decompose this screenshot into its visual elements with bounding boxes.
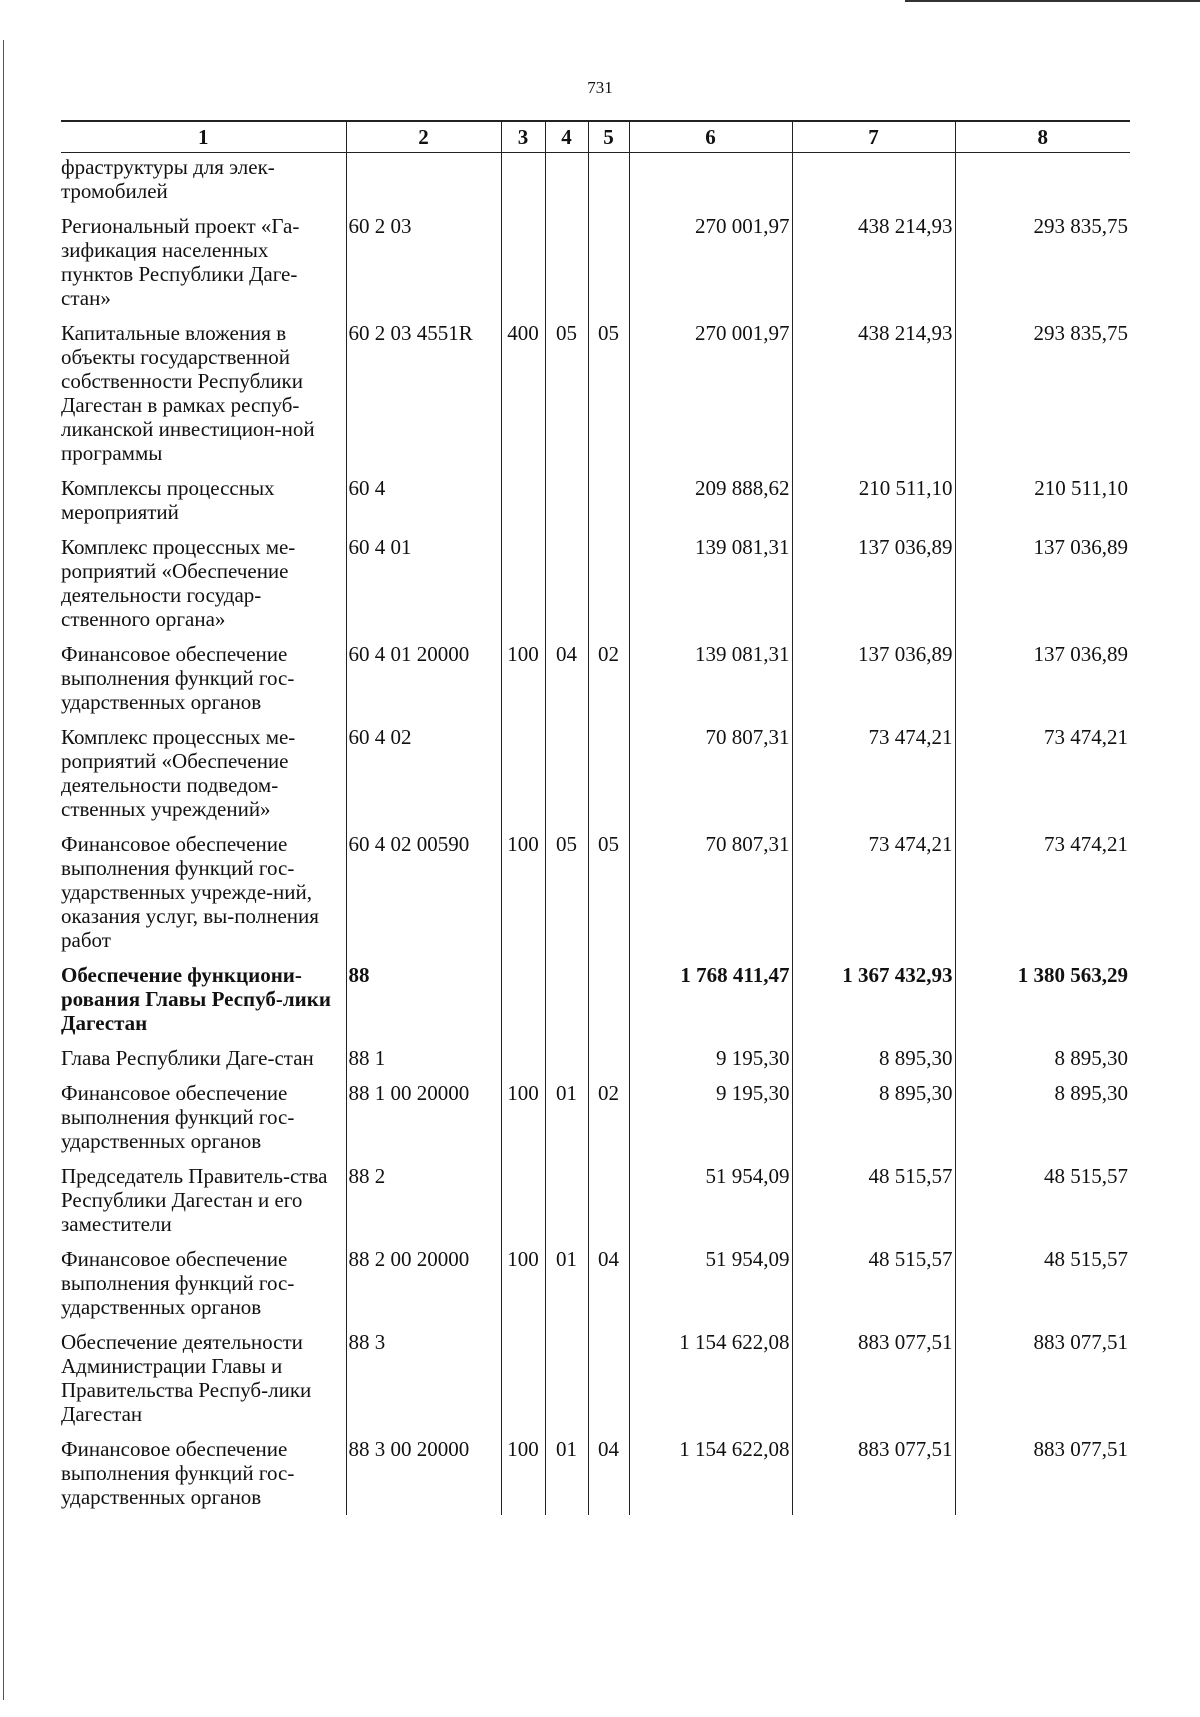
row-value8-cell: 210 511,10 (955, 469, 1130, 528)
header-cell-1: 1 (61, 121, 346, 153)
row-code-cell: 60 4 (346, 469, 501, 528)
row-name-cell: Финансовое обеспечение выполнения функций гос-ударственных органов (61, 642, 295, 714)
header-cell-5: 5 (588, 121, 629, 153)
row-value7-cell: 137 036,89 (792, 635, 955, 718)
row-col5-cell (588, 1157, 629, 1240)
header-cell-4: 4 (545, 121, 588, 153)
row-name-cell: фраструктуры для элек-тромобилей (61, 155, 275, 203)
table-row (61, 956, 1130, 1039)
row-col4-cell: 05 (545, 825, 588, 956)
row-code-cell: 88 1 (346, 1039, 501, 1074)
header-cell-6: 6 (629, 121, 792, 153)
row-value7-cell: 438 214,93 (792, 207, 955, 314)
row-value7-cell: 1 367 432,93 (792, 956, 955, 1039)
row-value8-cell: 293 835,75 (955, 207, 1130, 314)
row-value7-cell: 137 036,89 (792, 528, 955, 635)
table-row (61, 1240, 1130, 1323)
row-name-cell: Финансовое обеспечение выполнения функций гос-ударственных органов (61, 1437, 295, 1509)
row-col4-cell: 04 (545, 635, 588, 718)
row-value6-cell: 1 154 622,08 (629, 1323, 792, 1430)
row-name-cell: Комплекс процессных ме-роприятий «Обеспечение деятельности государ-ственного органа» (61, 535, 296, 631)
row-col4-cell (545, 1323, 588, 1430)
row-col4-cell (545, 153, 588, 208)
row-value6-cell: 209 888,62 (629, 469, 792, 528)
table-row (61, 153, 1130, 208)
row-col5-cell (588, 153, 629, 208)
row-col5-cell: 02 (588, 635, 629, 718)
table-row (61, 528, 1130, 635)
row-col3-cell (501, 1323, 545, 1430)
row-value8-cell: 883 077,51 (955, 1430, 1130, 1515)
row-value7-cell: 73 474,21 (792, 718, 955, 825)
row-code-cell: 88 1 00 20000 (346, 1074, 501, 1157)
row-code-cell: 60 2 03 (346, 207, 501, 314)
row-code-cell: 60 4 02 (346, 718, 501, 825)
row-name-cell: Финансовое обеспечение выполнения функций гос-ударственных органов (61, 1081, 295, 1153)
row-value6-cell: 139 081,31 (629, 635, 792, 718)
header-cell-7: 7 (792, 121, 955, 153)
row-col3-cell: 100 (501, 1240, 545, 1323)
table-row (61, 825, 1130, 956)
row-col3-cell (501, 1157, 545, 1240)
row-col5-cell (588, 956, 629, 1039)
table-row (61, 1323, 1130, 1430)
row-value7-cell: 48 515,57 (792, 1240, 955, 1323)
header-row (61, 121, 1130, 153)
table-row (61, 1039, 1130, 1074)
table-row (61, 1157, 1130, 1240)
budget-table (61, 120, 1130, 1515)
row-col5-cell (588, 718, 629, 825)
row-value6-cell: 9 195,30 (629, 1039, 792, 1074)
row-col4-cell: 01 (545, 1074, 588, 1157)
row-col3-cell: 100 (501, 1430, 545, 1515)
row-name-cell: Капитальные вложения в объекты государственной собственности Республики Дагестан в рамках респуб-ликанской инвестицион-ной программы (61, 321, 315, 465)
row-value7-cell: 48 515,57 (792, 1157, 955, 1240)
row-col5-cell: 05 (588, 825, 629, 956)
row-value8-cell: 1 380 563,29 (955, 956, 1130, 1039)
row-name-cell: Обеспечение функциони-рования Главы Респуб-лики Дагестан (61, 963, 331, 1035)
row-code-cell: 88 2 00 20000 (346, 1240, 501, 1323)
row-col4-cell (545, 528, 588, 635)
row-value7-cell: 8 895,30 (792, 1074, 955, 1157)
row-col3-cell: 100 (501, 1074, 545, 1157)
row-col4-cell (545, 207, 588, 314)
row-col4-cell (545, 956, 588, 1039)
row-code-cell (346, 153, 501, 208)
row-value8-cell: 137 036,89 (955, 528, 1130, 635)
row-value6-cell: 51 954,09 (629, 1240, 792, 1323)
table-row (61, 469, 1130, 528)
row-value8-cell: 48 515,57 (955, 1157, 1130, 1240)
row-value6-cell: 70 807,31 (629, 825, 792, 956)
row-value6-cell: 1 154 622,08 (629, 1430, 792, 1515)
row-value7-cell: 883 077,51 (792, 1430, 955, 1515)
row-name-cell: Финансовое обеспечение выполнения функций гос-ударственных органов (61, 1247, 295, 1319)
table-row (61, 314, 1130, 469)
table-row (61, 718, 1130, 825)
row-value8-cell: 137 036,89 (955, 635, 1130, 718)
row-value7-cell: 210 511,10 (792, 469, 955, 528)
row-col3-cell: 100 (501, 635, 545, 718)
row-col4-cell: 01 (545, 1240, 588, 1323)
row-name-cell: Председатель Правитель-ства Республики Дагестан и его заместители (61, 1164, 328, 1236)
row-col4-cell (545, 1039, 588, 1074)
row-value8-cell: 883 077,51 (955, 1323, 1130, 1430)
row-col3-cell (501, 469, 545, 528)
row-value7-cell: 438 214,93 (792, 314, 955, 469)
row-value6-cell (629, 153, 792, 208)
row-col5-cell: 04 (588, 1430, 629, 1515)
row-col3-cell: 400 (501, 314, 545, 469)
scan-edge-line (3, 40, 4, 1700)
row-value6-cell: 9 195,30 (629, 1074, 792, 1157)
row-value6-cell: 139 081,31 (629, 528, 792, 635)
row-value8-cell: 8 895,30 (955, 1039, 1130, 1074)
row-col3-cell (501, 1039, 545, 1074)
row-value6-cell: 270 001,97 (629, 207, 792, 314)
row-code-cell: 88 (346, 956, 501, 1039)
row-value8-cell: 48 515,57 (955, 1240, 1130, 1323)
row-name-cell: Глава Республики Даге-стан (61, 1046, 314, 1070)
table-row (61, 635, 1130, 718)
row-value7-cell (792, 153, 955, 208)
row-code-cell: 88 2 (346, 1157, 501, 1240)
row-value8-cell: 73 474,21 (955, 718, 1130, 825)
row-col3-cell (501, 153, 545, 208)
row-value8-cell: 8 895,30 (955, 1074, 1130, 1157)
row-col5-cell (588, 1323, 629, 1430)
row-value6-cell: 270 001,97 (629, 314, 792, 469)
row-value7-cell: 8 895,30 (792, 1039, 955, 1074)
table-row (61, 207, 1130, 314)
row-value8-cell: 293 835,75 (955, 314, 1130, 469)
row-col4-cell (545, 469, 588, 528)
row-code-cell: 88 3 00 20000 (346, 1430, 501, 1515)
row-value7-cell: 883 077,51 (792, 1323, 955, 1430)
row-col4-cell: 01 (545, 1430, 588, 1515)
table-row (61, 1074, 1130, 1157)
row-col3-cell (501, 718, 545, 825)
row-value8-cell (955, 153, 1130, 208)
row-value6-cell: 70 807,31 (629, 718, 792, 825)
row-col5-cell: 02 (588, 1074, 629, 1157)
row-name-cell: Комплекс процессных ме-роприятий «Обеспечение деятельности подведом-ственных учреждений» (61, 725, 296, 821)
row-col3-cell (501, 528, 545, 635)
page-number: 731 (587, 78, 613, 97)
row-name-cell: Обеспечение деятельности Администрации Главы и Правительства Респуб-лики Дагестан (61, 1330, 312, 1426)
row-col4-cell (545, 718, 588, 825)
row-name-cell: Региональный проект «Га-зификация населенных пунктов Республики Даге-стан» (61, 214, 300, 310)
row-name-cell: Финансовое обеспечение выполнения функций гос-ударственных учрежде-ний, оказания услуг, вы-полнения работ (61, 832, 319, 952)
row-col5-cell (588, 207, 629, 314)
row-col3-cell: 100 (501, 825, 545, 956)
row-code-cell: 88 3 (346, 1323, 501, 1430)
row-value8-cell: 73 474,21 (955, 825, 1130, 956)
row-col5-cell: 04 (588, 1240, 629, 1323)
row-value6-cell: 1 768 411,47 (629, 956, 792, 1039)
table-body (61, 153, 1130, 1516)
row-col5-cell (588, 469, 629, 528)
row-col3-cell (501, 956, 545, 1039)
header-cell-8: 8 (955, 121, 1130, 153)
header-cell-3: 3 (501, 121, 545, 153)
row-col4-cell: 05 (545, 314, 588, 469)
row-col4-cell (545, 1157, 588, 1240)
row-col5-cell (588, 1039, 629, 1074)
row-value6-cell: 51 954,09 (629, 1157, 792, 1240)
row-code-cell: 60 2 03 4551R (346, 314, 501, 469)
row-code-cell: 60 4 01 20000 (346, 635, 501, 718)
row-code-cell: 60 4 02 00590 (346, 825, 501, 956)
row-name-cell: Комплексы процессных мероприятий (61, 476, 275, 524)
row-value7-cell: 73 474,21 (792, 825, 955, 956)
row-col3-cell (501, 207, 545, 314)
table-row (61, 1430, 1130, 1515)
row-code-cell: 60 4 01 (346, 528, 501, 635)
row-col5-cell (588, 528, 629, 635)
top-rule (905, 0, 1200, 2)
header-cell-2: 2 (346, 121, 501, 153)
row-col5-cell: 05 (588, 314, 629, 469)
